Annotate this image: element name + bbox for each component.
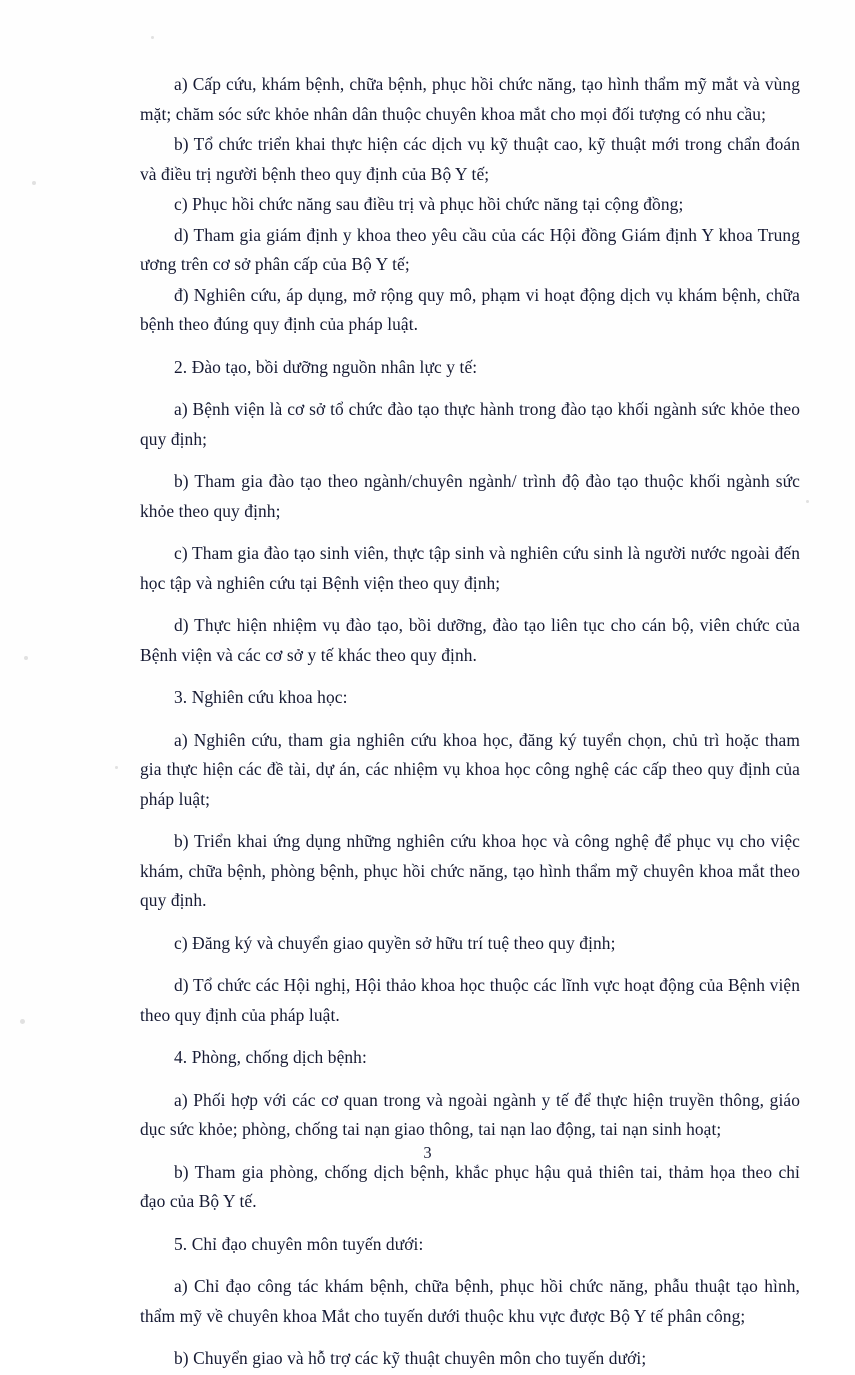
paragraph: a) Cấp cứu, khám bệnh, chữa bệnh, phục hồi chức năng, tạo hình thẩm mỹ mắt và vùng mặt; chăm sóc sức khỏe nhân dân thuộc chuyên khoa mắt cho mọi đối tượng có nhu cầu; [140,74,800,124]
paper-speckle [115,766,118,769]
paragraph: b) Chuyển giao và hỗ trợ các kỹ thuật chuyên môn cho tuyến dưới; [174,1348,647,1368]
paragraph: a) Bệnh viện là cơ sở tổ chức đào tạo thực hành trong đào tạo khối ngành sức khỏe theo quy định; [140,399,800,449]
paragraph: b) Tổ chức triển khai thực hiện các dịch vụ kỹ thuật cao, kỹ thuật mới trong chẩn đoán và điều trị người bệnh theo quy định của Bộ Y tế; [140,134,800,184]
document-text-body [140,70,800,1375]
paragraph: b) Tham gia đào tạo theo ngành/chuyên ngành/ trình độ đào tạo thuộc khối ngành sức khỏe theo quy định; [140,471,800,521]
paragraph: a) Phối hợp với các cơ quan trong và ngoài ngành y tế để thực hiện truyền thông, giáo dục sức khỏe; phòng, chống tai nạn giao thông, tai nạn lao động, tai nạn sinh hoạt; [140,1089,800,1139]
paragraph: a) Chỉ đạo công tác khám bệnh, chữa bệnh, phục hồi chức năng, phẫu thuật tạo hình, thẩm mỹ về chuyên khoa Mắt cho tuyến dưới thuộc khu vực được Bộ Y tế phân công; [140,1276,800,1326]
paper-speckle [32,181,36,185]
paragraph: c) Phục hồi chức năng sau điều trị và phục hồi chức năng tại cộng đồng; [174,194,684,214]
paragraph: d) Tổ chức các Hội nghị, Hội thảo khoa học thuộc các lĩnh vực hoạt động của Bệnh viện theo quy định của pháp luật. [140,975,800,1025]
paper-speckle [806,500,809,503]
paragraph: a) Nghiên cứu, tham gia nghiên cứu khoa học, đăng ký tuyển chọn, chủ trì hoặc tham gia thực hiện các đề tài, dự án, các nhiệm vụ khoa học công nghệ các cấp theo quy định của pháp luật; [140,729,800,809]
paragraph: d) Tham gia giám định y khoa theo yêu cầu của các Hội đồng Giám định Y khoa Trung ương trên cơ sở phân cấp của Bộ Y tế; [140,224,800,274]
paper-speckle [20,1019,25,1024]
page-number: 3 [423,1143,432,1162]
paragraph: 2. Đào tạo, bồi dưỡng nguồn nhân lực y tế: [174,356,478,377]
paper-speckle [151,36,154,39]
paragraph: b) Triển khai ứng dụng những nghiên cứu khoa học và công nghệ để phục vụ cho việc khám, chữa bệnh, phòng bệnh, phục hồi chức năng, tạo hình thẩm mỹ chuyên khoa mắt theo quy định. [140,831,800,910]
paragraph: đ) Nghiên cứu, áp dụng, mở rộng quy mô, phạm vi hoạt động dịch vụ khám bệnh, chữa bệnh theo đúng quy định của pháp luật. [140,284,800,334]
paragraph: 4. Phòng, chống dịch bệnh: [174,1047,367,1067]
paragraph: c) Đăng ký và chuyển giao quyền sở hữu trí tuệ theo quy định; [174,932,616,953]
paragraph: d) Thực hiện nhiệm vụ đào tạo, bồi dưỡng, đào tạo liên tục cho cán bộ, viên chức của Bệnh viện và các cơ sở y tế khác theo quy định. [140,615,800,665]
paragraph: 5. Chỉ đạo chuyên môn tuyến dưới: [174,1233,424,1254]
paragraph: c) Tham gia đào tạo sinh viên, thực tập sinh và nghiên cứu sinh là người nước ngoài đến học tập và nghiên cứu tại Bệnh viện theo quy định; [140,543,800,593]
paragraph: 3. Nghiên cứu khoa học: [174,687,348,707]
paper-speckle [24,656,28,660]
paragraph: b) Tham gia phòng, chống dịch bệnh, khắc phục hậu quả thiên tai, thảm họa theo chỉ đạo của Bộ Y tế. [140,1161,800,1211]
